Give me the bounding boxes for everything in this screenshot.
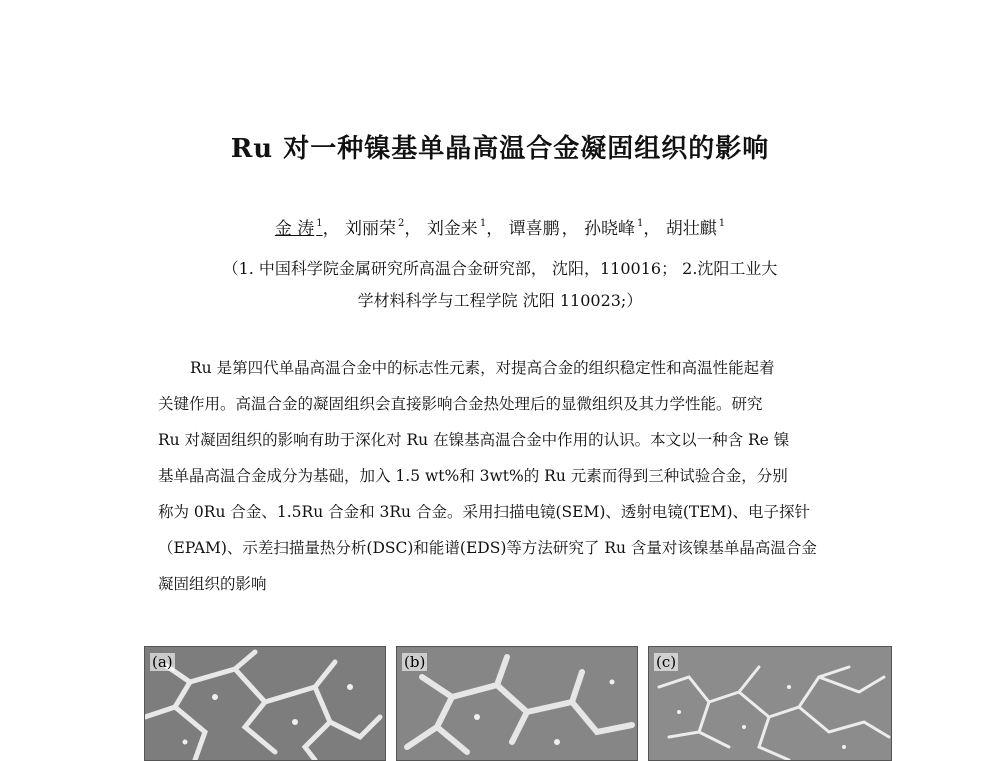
abstract-line-1: Ru 是第四代单晶高温合金中的标志性元素，对提高合金的组织稳定性和高温性能起着 [190,359,775,377]
figure-label-c: (c) [656,653,677,671]
author-4: 谭喜鹏 [508,219,560,239]
figure-label-a: (a) [152,653,173,671]
micrograph-c [648,646,892,761]
abstract-line-2: 关键作用。高温合金的凝固组织会直接影响合金热处理后的显微组织及其力学性能。研究 [158,395,763,413]
abstract [158,352,838,604]
author-6: 胡壮麒 $^1$ [665,218,726,239]
abstract-line-4: 基单晶高温合金成分为基础，加入 1.5 wt%和 3wt%的 Ru 元素而得到三种试验合金，分别 [158,467,788,485]
affiliation-line-1: （1. 中国科学院金属研究所高温合金研究部， 沈阳，110016； 2.沈阳工业大 [222,259,778,278]
paper-title: Ru 对一种镍基单晶高温合金凝固组织的影响 [230,134,770,164]
author-2: 刘丽荣 $^2$ [345,218,405,239]
micrograph-b [396,646,638,761]
author-1: 金 涛 $^1$ [274,218,323,239]
figure-label-b: (b) [404,653,426,671]
micrograph-a-image [145,647,385,760]
micrograph-a [144,646,386,761]
micrograph-b-image [397,647,637,760]
author-5: 孙晓峰 $^1$ [584,218,644,239]
author-list: 金 涛 $^1$， 刘丽荣 $^2$， 刘金来 $^1$， 谭喜鹏 ， 孙晓峰 $^1$， 胡壮麒 $^1$ [0,214,1000,239]
abstract-line-6: （EPAM)、示差扫描量热分析(DSC)和能谱(EDS)等方法研究了 Ru 含量对该镍基单晶高温合金 [158,539,817,557]
abstract-line-3: Ru 对凝固组织的影响有助于深化对 Ru 在镍基高温合金中作用的认识。本文以一种含 Re 镍 [158,431,790,449]
affiliation-line-2: 学材料科学与工程学院 沈阳 110023;） [357,291,643,310]
author-3: 刘金来 $^1$ [426,218,487,239]
abstract-line-7: 凝固组织的影响 [158,575,267,593]
micrograph-c-image [649,647,891,760]
abstract-line-5: 称为 0Ru 合金、1.5Ru 合金和 3Ru 合金。采用扫描电镜(SEM)、透射电镜(TEM)、电子探针 [158,503,810,521]
micrograph-figures [144,646,890,759]
